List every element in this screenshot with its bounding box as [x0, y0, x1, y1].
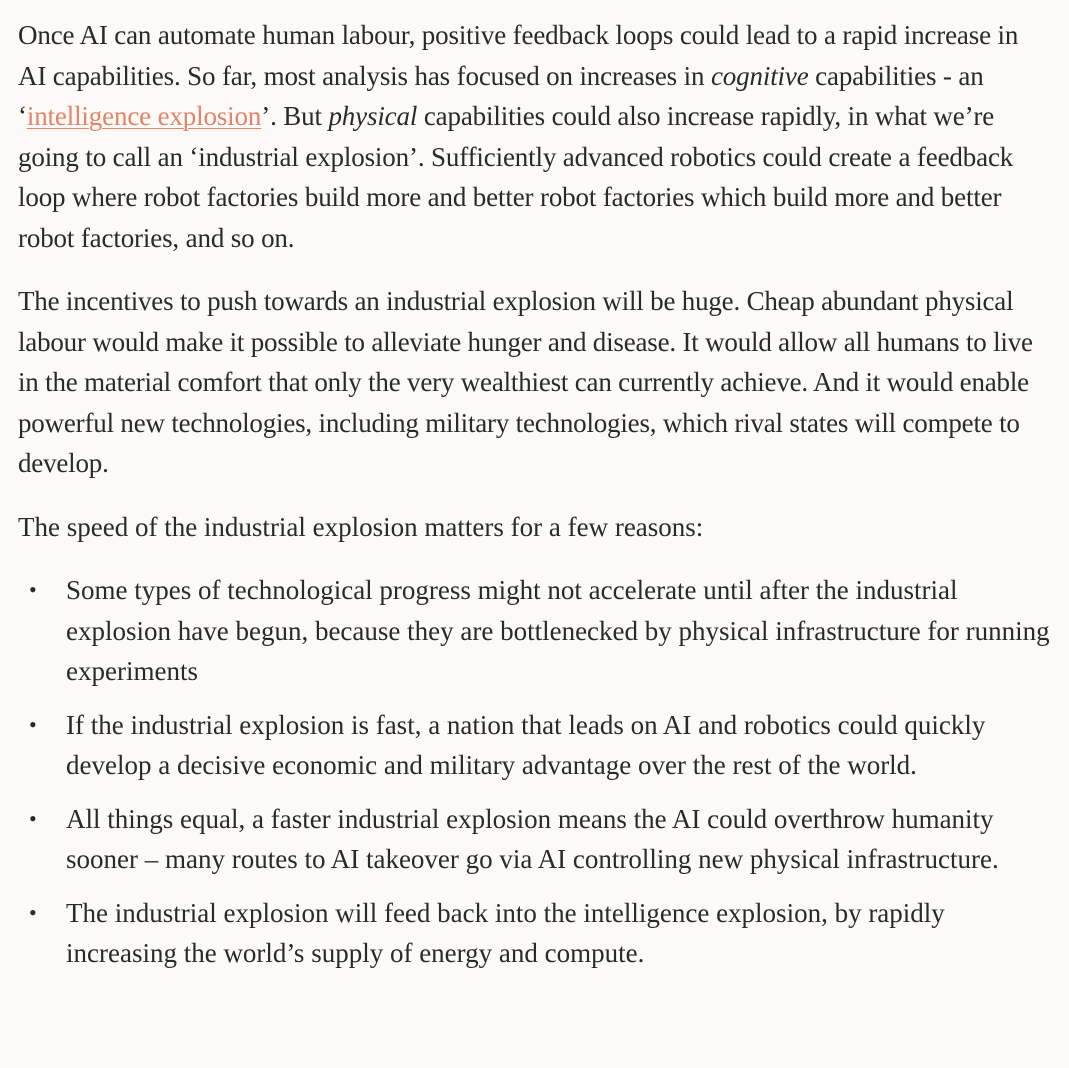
- paragraph-intro-text-1: Once AI can automate human labour, positive feedback loops could lead to a rapid increase in AI capabilities. So far, most analysis has focused on increases in: [18, 20, 1019, 91]
- list-item: [18, 799, 1051, 880]
- bullet-icon: •: [29, 899, 37, 925]
- list-item: [18, 705, 1051, 786]
- list-item-text: The industrial explosion will feed back into the intelligence explosion, by rapidly increasing the world’s supply of energy and compute.: [66, 897, 945, 968]
- bullet-icon: •: [29, 711, 37, 737]
- paragraph-intro: [18, 15, 1051, 258]
- list-item: [18, 570, 1051, 692]
- bullet-icon: •: [29, 805, 37, 831]
- paragraph-speed-intro: The speed of the industrial explosion matters for a few reasons:: [18, 511, 704, 542]
- paragraph-incentives: The incentives to push towards an industrial explosion will be huge. Cheap abundant physical labour would make it possible to alleviate hunger and disease. It would allow all humans to live in the material comfort that only the very wealthiest can currently achieve. And it would enable powerful new technologies, including military technologies, which rival states will compete to develop.: [18, 286, 1033, 478]
- bullet-icon: •: [29, 577, 37, 602]
- reasons-list: [18, 570, 1051, 974]
- emphasis-cognitive: cognitive: [710, 60, 809, 91]
- emphasis-physical: physical: [328, 101, 418, 131]
- list-item-text: Some types of technological progress might not accelerate until after the industrial explosion have begun, because they are bottlenecked by physical infrastructure for running experiments: [66, 575, 1050, 686]
- list-item-text: If the industrial explosion is fast, a nation that leads on AI and robotics could quickly develop a decisive economic and military advantage over the rest of the world.: [66, 709, 986, 780]
- list-item-text: All things equal, a faster industrial explosion means the AI could overthrow humanity sooner – many routes to AI takeover go via AI controlling new physical infrastructure.: [66, 803, 999, 874]
- paragraph-intro-text-3: ’. But: [261, 101, 329, 131]
- paragraph-intro-text-2: capabilities - an ‘: [18, 60, 984, 131]
- paragraph-intro-text-4: capabilities could also increase rapidly, in what we’re going to call an ‘industrial explosion’. Sufficiently advanced robotics could create a feedback loop where robot factories build more and better robot factories which build more and better robot factories, and so on.: [18, 101, 1014, 253]
- intelligence-explosion-link[interactable]: intelligence explosion: [26, 101, 262, 131]
- list-item: [18, 893, 1051, 974]
